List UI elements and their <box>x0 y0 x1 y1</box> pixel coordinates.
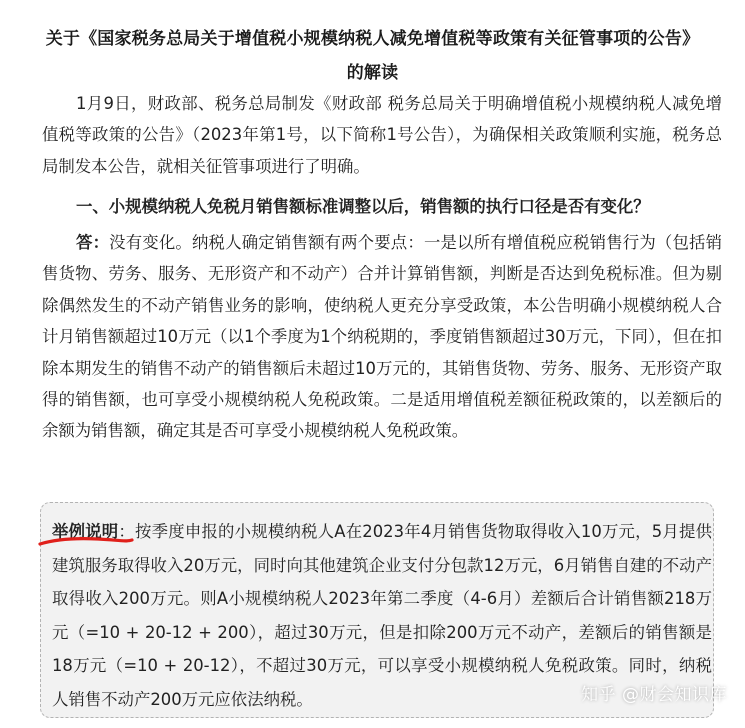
question-heading: 一、小规模纳税人免税月销售额标准调整以后，销售额的执行口径是否有变化？ <box>76 197 650 216</box>
document-title-line-1: 关于《国家税务总局关于增值税小规模纳税人减免增值税等政策有关征管事项的公告》 <box>45 29 700 49</box>
example-text: ：按季度申报的小规模纳税人A在2023年4月销售货物取得收入10万元，5月提供建筑服务取得收入20万元，同时向其他建筑企业支付分包款12万元，6月销售自建的不动产取得收入200万元。则A小规模纳税人2023年第二季度（4-6月）差额后合计销售额218万元（=10 + 20-12 + 200），超过30万元，但是扣除200万元不动产，差额后的销售额是18万元（=10 + 20-12），不超过30万元，可以享受小规模纳税人免税政策。同时，纳税人销售不动产200万元应依法纳税。 <box>52 522 713 709</box>
document-title-line-2: 的解读 <box>346 63 399 83</box>
intro-paragraph: 1月9日，财政部、税务总局制发《财政部 税务总局关于明确增值税小规模纳税人减免增值税等政策的公告》（2023年第1号，以下简称1号公告），为确保相关政策顺利实施，税务总局制发本公告，就相关征管事项进行了明确。 <box>42 94 722 176</box>
watermark-text: 知乎 @财会知识库 <box>581 685 727 705</box>
example-label: 举例说明 <box>52 522 119 541</box>
answer-label: 答： <box>76 233 110 252</box>
answer-text: 没有变化。纳税人确定销售额有两个要点：一是以所有增值税应税销售行为（包括销售货物、劳务、服务、无形资产和不动产）合并计算销售额，判断是否达到免税标准。但为剔除偶然发生的不动产销售业务的影响，使纳税人更充分享受政策，本公告明确小规模纳税人合计月销售额超过10万元（以1个季度为1个纳税期的，季度销售额超过30万元，下同），但在扣除本期发生的销售不动产的销售额后未超过10万元的，其销售货物、劳务、服务、无形资产取得的销售额，也可享受小规模纳税人免税政策。二是适用增值税差额征税政策的，以差额后的余额为销售额，确定其是否可享受小规模纳税人免税政策。 <box>42 233 723 441</box>
answer-paragraph <box>42 227 722 447</box>
